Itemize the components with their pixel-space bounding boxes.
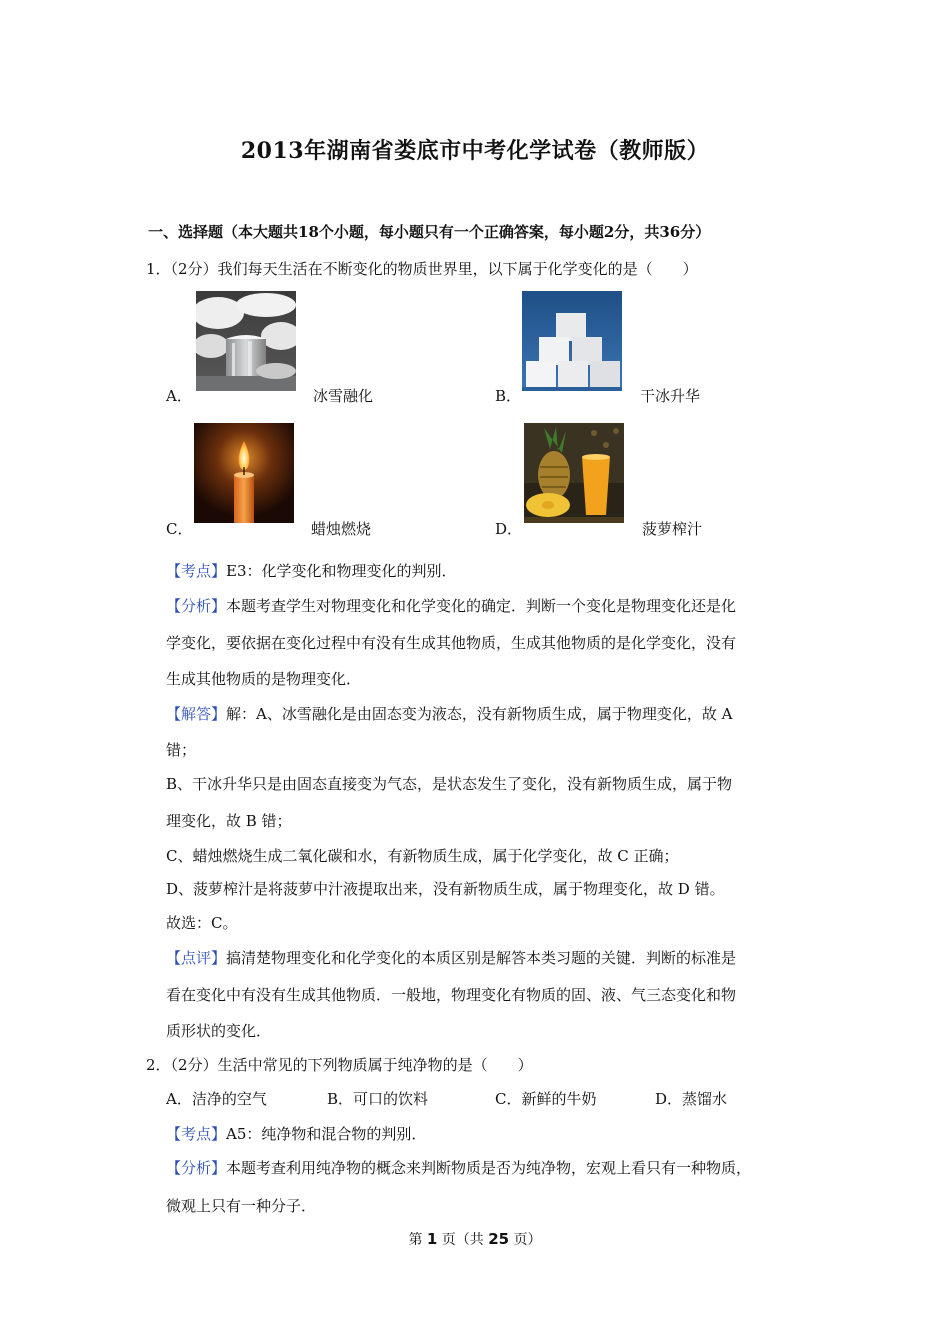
- question-stem: （2分）生活中常见的下列物质属于纯净物的是（ ）: [170, 1056, 533, 1074]
- fenxi-tag: 【分析】: [166, 1159, 227, 1177]
- q2-option-a: A．洁净的空气: [166, 1090, 267, 1108]
- question-stem: （2分）我们每天生活在不断变化的物质世界里，以下属于化学变化的是（ ）: [170, 260, 698, 278]
- total-pages: 25: [488, 1230, 510, 1248]
- q1-fenxi-line-3: 生成其他物质的是物理变化．: [166, 670, 362, 688]
- q1-fenxi-line-1: 【分析】本题考查学生对物理变化和化学变化的确定．判断一个变化是物理变化还是化: [166, 597, 737, 615]
- kaodian-tag: 【考点】: [166, 1125, 227, 1143]
- fenxi-tag: 【分析】: [166, 597, 227, 615]
- q1-fenxi-line-2: 学变化，要依据在变化过程中有没有生成其他物质，生成其他物质的是化学变化，没有: [166, 634, 737, 652]
- q2-kaodian: 【考点】A5：纯净物和混合物的判别．: [166, 1125, 427, 1143]
- q1-jieda-line-4: 理变化，故 B 错；: [166, 812, 292, 830]
- q1-jieda-line-1: 【解答】解：A、冰雪融化是由固态变为液态，没有新物质生成，属于物理变化，故 A: [166, 705, 733, 723]
- dry-ice-cubes-image: [522, 291, 622, 391]
- q2-option-d: D．蒸馏水: [655, 1090, 728, 1108]
- question-1: [146, 258, 698, 279]
- option-b-text: 干冰升华: [640, 387, 701, 405]
- q2-fenxi-line-1: 【分析】本题考查利用纯净物的概念来判断物质是否为纯净物，宏观上看只有一种物质，: [166, 1159, 752, 1177]
- q2-fenxi-line-2: 微观上只有一种分子．: [166, 1197, 317, 1215]
- q1-jieda-line-5: C、蜡烛燃烧生成二氧化碳和水，有新物质生成，属于化学变化，故 C 正确；: [166, 847, 679, 865]
- question-2: [146, 1054, 533, 1075]
- document-title: 2013年湖南省娄底市中考化学试卷（教师版）: [240, 138, 710, 164]
- option-d-letter: D．: [495, 520, 523, 538]
- q2-option-b: B．可口的饮料: [327, 1090, 429, 1108]
- jieda-tag: 【解答】: [166, 705, 227, 723]
- option-b-letter: B．: [495, 387, 522, 405]
- option-c-text: 蜡烛燃烧: [311, 520, 372, 538]
- q1-jieda-line-7: 故选：C。: [166, 914, 238, 932]
- option-d-text: 菠萝榨汁: [642, 520, 703, 538]
- q1-dianping-line-1: 【点评】搞清楚物理变化和化学变化的本质区别是解答本类习题的关键．判断的标准是: [166, 949, 737, 967]
- question-number: 1．: [146, 260, 171, 278]
- q1-jieda-line-2: 错；: [166, 741, 197, 759]
- q1-kaodian: 【考点】E3：化学变化和物理变化的判别．: [166, 562, 457, 580]
- q1-jieda-line-3: B、干冰升华只是由固态直接变为气态，是状态发生了变化，没有新物质生成，属于物: [166, 775, 733, 793]
- section-heading: 一、选择题（本大题共18个小题，每小题只有一个正确答案，每小题2分，共36分）: [148, 223, 711, 241]
- option-a-letter: A．: [166, 387, 192, 405]
- option-c-letter: C．: [166, 520, 193, 538]
- q2-option-c: C．新鲜的牛奶: [495, 1090, 597, 1108]
- q1-dianping-line-3: 质形状的变化．: [166, 1022, 272, 1040]
- page-number: 1: [426, 1230, 438, 1248]
- question-number: 2．: [146, 1056, 171, 1074]
- pineapple-juice-image: [524, 423, 624, 523]
- burning-candle-image: [194, 423, 294, 523]
- option-a-text: 冰雪融化: [313, 387, 374, 405]
- q1-jieda-line-6: D、菠萝榨汁是将菠萝中汁液提取出来，没有新物质生成，属于物理变化，故 D 错。: [166, 880, 725, 898]
- melting-snow-stream-image: [196, 291, 296, 391]
- dianping-tag: 【点评】: [166, 949, 227, 967]
- page-footer: 第 1 页（共 25 页）: [408, 1230, 542, 1248]
- q1-dianping-line-2: 看在变化中有没有生成其他物质．一般地，物理变化有物质的固、液、气三态变化和物: [166, 986, 737, 1004]
- kaodian-tag: 【考点】: [166, 562, 227, 580]
